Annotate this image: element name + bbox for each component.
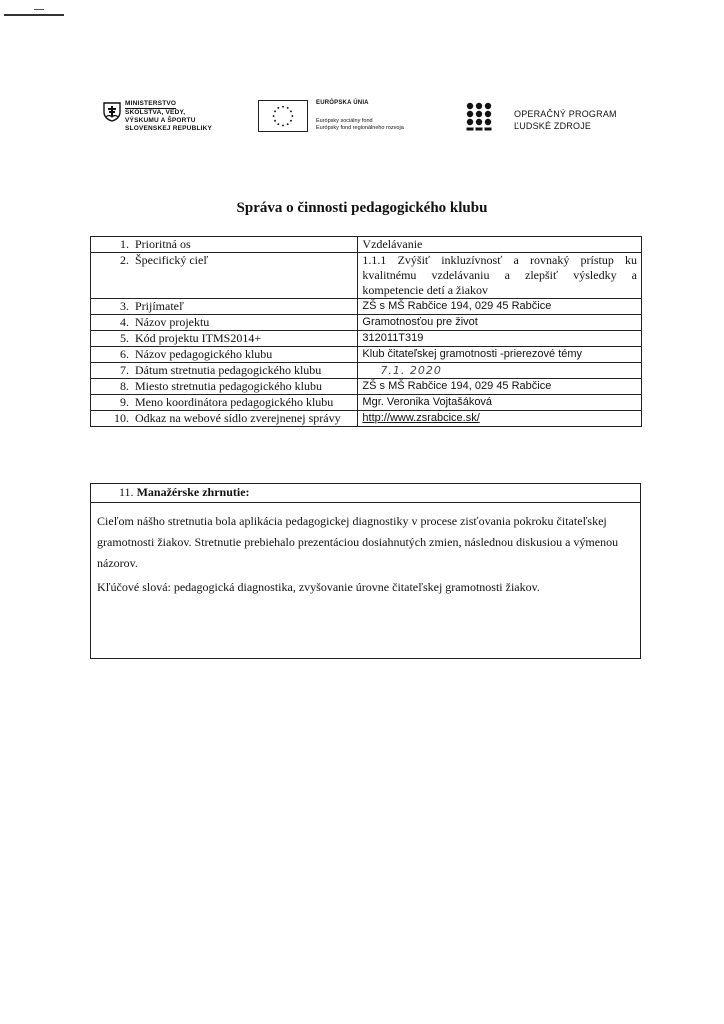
op-logo — [466, 102, 636, 136]
table-row — [91, 237, 642, 253]
scan-mark — [4, 14, 64, 16]
eu-line-1: Európsky sociálny fond — [316, 118, 373, 124]
table-row — [91, 315, 642, 331]
row-value: 1.1.1 Zvýšiť inkluzívnosť a rovnaký prístup ku kvalitnému vzdelávaniu a zlepšiť výsledky a kompetencie detí a žiakov — [358, 253, 642, 299]
op-line-2: ĽUDSKÉ ZDROJE — [514, 121, 592, 131]
row-number: 4. — [120, 315, 129, 329]
row-value: Klub čitateľskej gramotnosti -prierezové témy — [358, 347, 642, 363]
row-value: ZŠ s MŠ Rabčice 194, 029 45 Rabčice — [358, 379, 642, 395]
row-value: 312011T319 — [358, 331, 642, 347]
eu-flag-icon — [258, 100, 308, 132]
row-number: 9. — [120, 395, 129, 409]
row-number: 10. — [114, 411, 129, 425]
website-link[interactable]: http://www.zsrabcice.sk/ — [362, 412, 480, 424]
table-row — [91, 379, 642, 395]
ministry-line-1: MINISTERSTVO — [125, 100, 177, 107]
row-number: 7. — [120, 363, 129, 377]
summary-body — [91, 503, 640, 598]
row-label: Miesto stretnutia pedagogického klubu — [135, 379, 322, 393]
ministry-line-4: SLOVENSKEJ REPUBLIKY — [125, 125, 213, 132]
row-label: Dátum stretnutia pedagogického klubu — [135, 363, 322, 377]
eu-title: EURÓPSKA ÚNIA — [316, 100, 369, 106]
row-value: Gramotnosťou pre život — [358, 315, 642, 331]
op-dots-icon — [466, 102, 502, 132]
table-row — [91, 347, 642, 363]
row-label: Špecifický cieľ — [135, 253, 209, 267]
row-label: Názov pedagogického klubu — [135, 347, 273, 361]
project-info-table — [90, 236, 642, 427]
row-label: Názov projektu — [135, 315, 210, 329]
row-label: Meno koordinátora pedagogického klubu — [135, 395, 334, 409]
ministry-logo — [103, 100, 253, 140]
ministry-line-3: VÝSKUMU A ŠPORTU — [125, 117, 196, 124]
table-row — [91, 331, 642, 347]
ministry-line-2: ŠKOLSTVA, VEDY, — [125, 109, 186, 116]
row-number: 5. — [120, 331, 129, 345]
summary-keywords: Kľúčové slová: pedagogická diagnostika, zvyšovanie úrovne čitateľskej gramotnosti žiakov. — [97, 580, 540, 594]
row-number: 2. — [120, 253, 129, 267]
row-value: Mgr. Veronika Vojtašáková — [358, 395, 642, 411]
eu-logo — [258, 100, 458, 136]
row-label: Prijímateľ — [135, 299, 184, 313]
row-value: ZŠ s MŠ Rabčice 194, 029 45 Rabčice — [358, 299, 642, 315]
row-value: Vzdelávanie — [358, 237, 642, 253]
op-line-1: OPERAČNÝ PROGRAM — [514, 109, 617, 119]
row-label: Kód projektu ITMS2014+ — [135, 331, 262, 345]
summary-title: Manažérske zhrnutie: — [136, 485, 250, 499]
table-row — [91, 363, 642, 379]
row-number: 1. — [120, 237, 129, 251]
row-number: 3. — [120, 299, 129, 313]
managerial-summary — [90, 483, 641, 659]
summary-heading — [91, 484, 640, 503]
eu-line-2: Európsky fond regionálneho rozvoja — [316, 125, 404, 131]
scan-mark-small — [34, 9, 44, 10]
row-label: Odkaz na webové sídlo zverejnenej správy — [135, 411, 341, 425]
table-row — [91, 299, 642, 315]
table-row — [91, 253, 642, 299]
table-row — [91, 395, 642, 411]
summary-number: 11. — [119, 485, 134, 499]
table-row — [91, 411, 642, 427]
row-number: 6. — [120, 347, 129, 361]
row-number: 8. — [120, 379, 129, 393]
slovak-crest-icon — [103, 102, 121, 122]
row-label: Prioritná os — [135, 237, 191, 251]
handwritten-date: 7.1. 2020 — [380, 364, 442, 377]
summary-text: Cieľom nášho stretnutia bola aplikácia pedagogickej diagnostiky v procese zisťovania pokroku čitateľskej gramotnosti žiakov. Stretnutie prebiehalo prezentáciou dosiahnutých zmien, následnou diskusiou a výmenou názorov. — [97, 514, 619, 570]
page-title: Správa o činnosti pedagogického klubu — [236, 200, 488, 216]
